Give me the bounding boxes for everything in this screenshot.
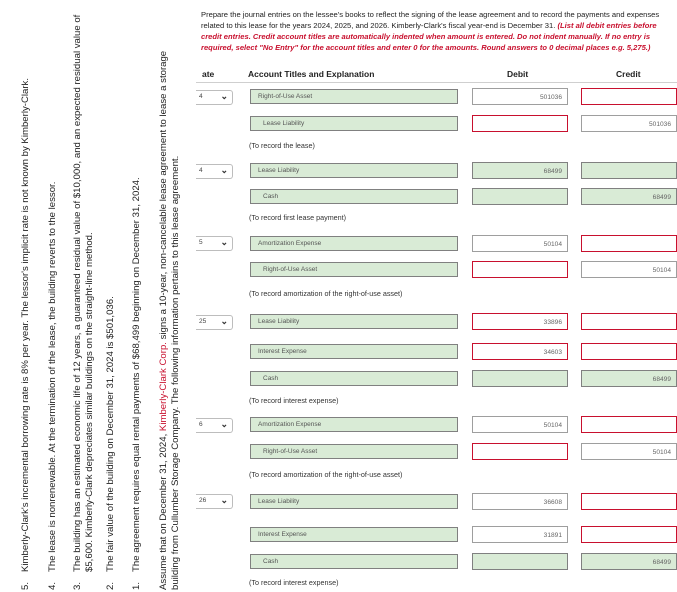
- date-select[interactable]: 5 ⌄: [196, 236, 233, 251]
- account-title-field[interactable]: Interest Expense: [250, 344, 458, 359]
- entry-memo: (To record the lease): [249, 141, 315, 150]
- chevron-down-icon: ⌄: [220, 165, 228, 175]
- problem-intro: Assume that on December 31, 2024, Kimberly-Clark Corp. signs a 10-year, non-cancelable lease agreement to lease a storage building from Cullumber Storage Company. The following information pertains to this lease agreement.: [158, 50, 181, 590]
- account-title-field[interactable]: Cash: [250, 371, 458, 386]
- credit-amount-input[interactable]: [581, 235, 677, 252]
- debit-amount-input[interactable]: 34603: [472, 343, 568, 360]
- date-select[interactable]: 25 ⌄: [196, 315, 233, 330]
- debit-amount-input[interactable]: 31891: [472, 526, 568, 543]
- entry-memo: (To record first lease payment): [249, 213, 347, 222]
- debit-amount-input[interactable]: [472, 188, 568, 205]
- company-name: Kimberly-Clark Corp.: [158, 342, 169, 432]
- credit-amount-input[interactable]: [581, 88, 677, 105]
- debit-amount-input[interactable]: [472, 370, 568, 387]
- date-select[interactable]: 6 ⌄: [196, 418, 233, 433]
- chevron-down-icon: ⌄: [220, 91, 228, 101]
- debit-amount-input[interactable]: 68499: [472, 162, 568, 179]
- account-title-field[interactable]: Cash: [250, 554, 458, 569]
- entry-memo: (To record interest expense): [249, 396, 339, 405]
- date-select[interactable]: 4 ⌄: [196, 164, 233, 179]
- account-title-field[interactable]: Right-of-Use Asset: [250, 262, 458, 277]
- credit-amount-input[interactable]: 50104: [581, 261, 677, 278]
- debit-amount-input[interactable]: [472, 553, 568, 570]
- account-title-field[interactable]: Amortization Expense: [250, 236, 458, 251]
- entry-memo: (To record amortization of the right-of-use asset): [249, 289, 403, 298]
- debit-amount-input[interactable]: 501036: [472, 88, 568, 105]
- account-title-field[interactable]: Lease Liability: [250, 116, 458, 131]
- credit-amount-input[interactable]: 68499: [581, 188, 677, 205]
- credit-amount-input[interactable]: [581, 526, 677, 543]
- account-title-field[interactable]: Lease Liability: [250, 494, 458, 509]
- chevron-down-icon: ⌄: [220, 495, 228, 505]
- account-column-header: Account Titles and Explanation: [248, 69, 375, 79]
- account-title-field[interactable]: Lease Liability: [250, 314, 458, 329]
- credit-column-header: Credit: [616, 69, 641, 79]
- account-title-field[interactable]: Right-of-Use Asset: [250, 89, 458, 104]
- account-title-field[interactable]: Cash: [250, 189, 458, 204]
- credit-amount-input[interactable]: [581, 493, 677, 510]
- debit-amount-input[interactable]: 36608: [472, 493, 568, 510]
- debit-amount-input[interactable]: [472, 261, 568, 278]
- account-title-field[interactable]: Amortization Expense: [250, 417, 458, 432]
- account-title-field[interactable]: Interest Expense: [250, 527, 458, 542]
- entry-memo: (To record interest expense): [249, 578, 339, 587]
- instructions: Prepare the journal entries on the lessee's books to reflect the signing of the lease agreement and to record the payments and expenses related to this lease for the years 2024, 2025, and 2026. Kimberly-Clark's fiscal year-end is December 31. (List all debit entries before credit entries. Credit account titles are automatically indented when amount is entered. Do not indent manually. If no entry is required, select "No Entry" for the account titles and enter 0 for the amounts. Round answers to 0 decimal places e.g. 5,275.): [201, 10, 660, 52]
- debit-amount-input[interactable]: 33896: [472, 313, 568, 330]
- chevron-down-icon: ⌄: [220, 419, 228, 429]
- credit-amount-input[interactable]: 68499: [581, 370, 677, 387]
- entry-memo: (To record amortization of the right-of-use asset): [249, 470, 403, 479]
- credit-amount-input[interactable]: 50104: [581, 443, 677, 460]
- journal-table-header: [196, 66, 677, 83]
- chevron-down-icon: ⌄: [220, 316, 228, 326]
- date-column-header: ate: [202, 69, 215, 79]
- account-title-field[interactable]: Right-of-Use Asset: [250, 444, 458, 459]
- credit-amount-input[interactable]: [581, 313, 677, 330]
- debit-amount-input[interactable]: 50104: [472, 235, 568, 252]
- debit-amount-input[interactable]: [472, 115, 568, 132]
- credit-amount-input[interactable]: [581, 343, 677, 360]
- debit-amount-input[interactable]: 50104: [472, 416, 568, 433]
- credit-amount-input[interactable]: 68499: [581, 553, 677, 570]
- instructions-note: (List all debit entries before credit entries. Credit account titles are automatically indented when amount is entered. Do not indent manually. If no entry is required, select "No Entry" for the account titles and enter 0 for the amounts. Round answers to 0 decimal places e.g. 5,275.): [201, 21, 657, 52]
- credit-amount-input[interactable]: [581, 162, 677, 179]
- debit-amount-input[interactable]: [472, 443, 568, 460]
- problem-panel: Assume that on December 31, 2024, Kimberly-Clark Corp. signs a 10-year, non-cancelable lease agreement to lease a storage building from Cullumber Storage Company. The following information pertains to this lease agreement. 1. The agreement requires equal rental payments of $68,499 beginning on December 31, 2024. 2. The fair value of the building on December 31, 2024 is $501,036. 3. The building has an estimated economic life of 12 years, a guaranteed residual value of $10,000, and an expected residual value of $5,600. Kimberly-Clark depreciates similar buildings on the straight-line method. 4. The lease is nonrenewable. At the termination of the lease, the building reverts to the lessor. 5. Kimberly-Clark's incremental borrowing rate is 8% per year. The lessor's implicit rate is not known by Kimberly-Clark.: [0, 0, 195, 592]
- chevron-down-icon: ⌄: [220, 237, 228, 247]
- account-title-field[interactable]: Lease Liability: [250, 163, 458, 178]
- date-select[interactable]: 26 ⌄: [196, 494, 233, 509]
- date-select[interactable]: 4 ⌄: [196, 90, 233, 105]
- credit-amount-input[interactable]: 501036: [581, 115, 677, 132]
- debit-column-header: Debit: [507, 69, 529, 79]
- credit-amount-input[interactable]: [581, 416, 677, 433]
